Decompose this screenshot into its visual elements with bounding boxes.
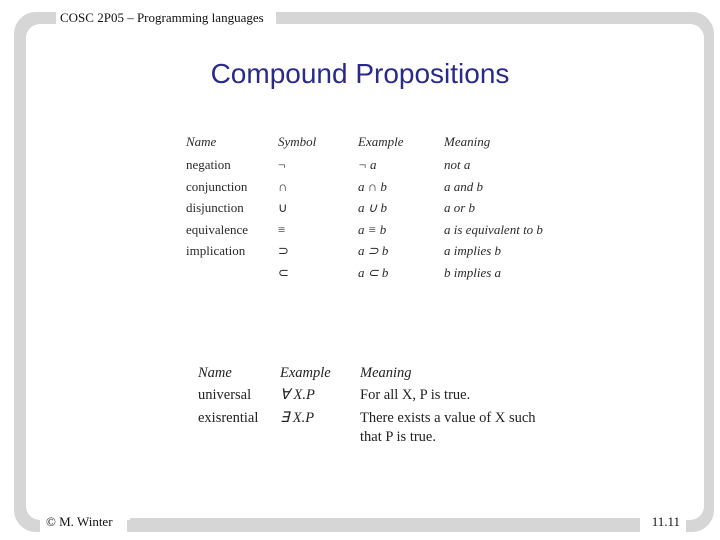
- table-row: [186, 197, 574, 219]
- name-cell: universal: [198, 387, 252, 403]
- name-cell: equivalence: [186, 221, 249, 237]
- quantifiers-table: [198, 363, 560, 451]
- example-cell: a ∩ b: [358, 178, 387, 194]
- author-credit: © M. Winter: [40, 512, 127, 532]
- example-cell: a ≡ b: [358, 221, 387, 237]
- symbol-cell: ⊃: [278, 243, 289, 258]
- table-header-row: [198, 363, 560, 386]
- example-cell: ∀ X.P: [280, 387, 315, 403]
- column-header: Meaning: [360, 365, 412, 381]
- symbol-cell: ∩: [278, 178, 288, 194]
- symbol-cell: ∪: [278, 200, 288, 215]
- table-row: [186, 154, 574, 176]
- name-cell: [186, 262, 278, 284]
- meaning-cell: a implies b: [444, 243, 502, 258]
- meaning-cell: a and b: [444, 178, 483, 194]
- table-row: [186, 240, 574, 262]
- slide-title: Compound Propositions: [210, 58, 510, 89]
- column-header: Name: [186, 134, 217, 149]
- symbol-cell: ¬: [278, 157, 286, 172]
- page-number: 11.11: [640, 512, 686, 532]
- example-cell: ∃ X.P: [280, 410, 315, 426]
- meaning-cell: b implies a: [444, 264, 502, 280]
- symbol-cell: ⊂: [278, 264, 289, 280]
- connectives-table: [186, 132, 574, 283]
- table-row: [198, 409, 560, 451]
- example-cell: a ∪ b: [358, 200, 388, 215]
- table-row: [186, 176, 574, 198]
- meaning-cell: a or b: [444, 200, 476, 215]
- name-cell: exisrential: [198, 410, 259, 426]
- meaning-cell: There exists a value of X such that P is true.: [360, 410, 536, 445]
- meaning-cell: not a: [444, 157, 471, 172]
- course-header: COSC 2P05 – Programming languages: [56, 8, 276, 28]
- name-cell: implication: [186, 243, 246, 258]
- table-row: [186, 262, 574, 284]
- column-header: Example: [280, 365, 331, 381]
- table-row: [198, 386, 560, 409]
- column-header: Meaning: [444, 134, 491, 149]
- column-header: Example: [358, 134, 404, 149]
- meaning-cell: a is equivalent to b: [444, 221, 543, 237]
- meaning-cell: For all X, P is true.: [360, 387, 471, 403]
- name-cell: conjunction: [186, 178, 248, 194]
- name-cell: negation: [186, 157, 231, 172]
- name-cell: disjunction: [186, 200, 244, 215]
- column-header: Name: [198, 365, 232, 381]
- footer-bar: [130, 518, 640, 528]
- symbol-cell: ≡: [278, 221, 286, 237]
- table-header-row: [186, 132, 574, 154]
- column-header: Symbol: [278, 134, 317, 149]
- example-cell: ¬ a: [358, 157, 377, 172]
- example-cell: a ⊃ b: [358, 243, 389, 258]
- table-row: [186, 219, 574, 241]
- example-cell: a ⊂ b: [358, 264, 389, 280]
